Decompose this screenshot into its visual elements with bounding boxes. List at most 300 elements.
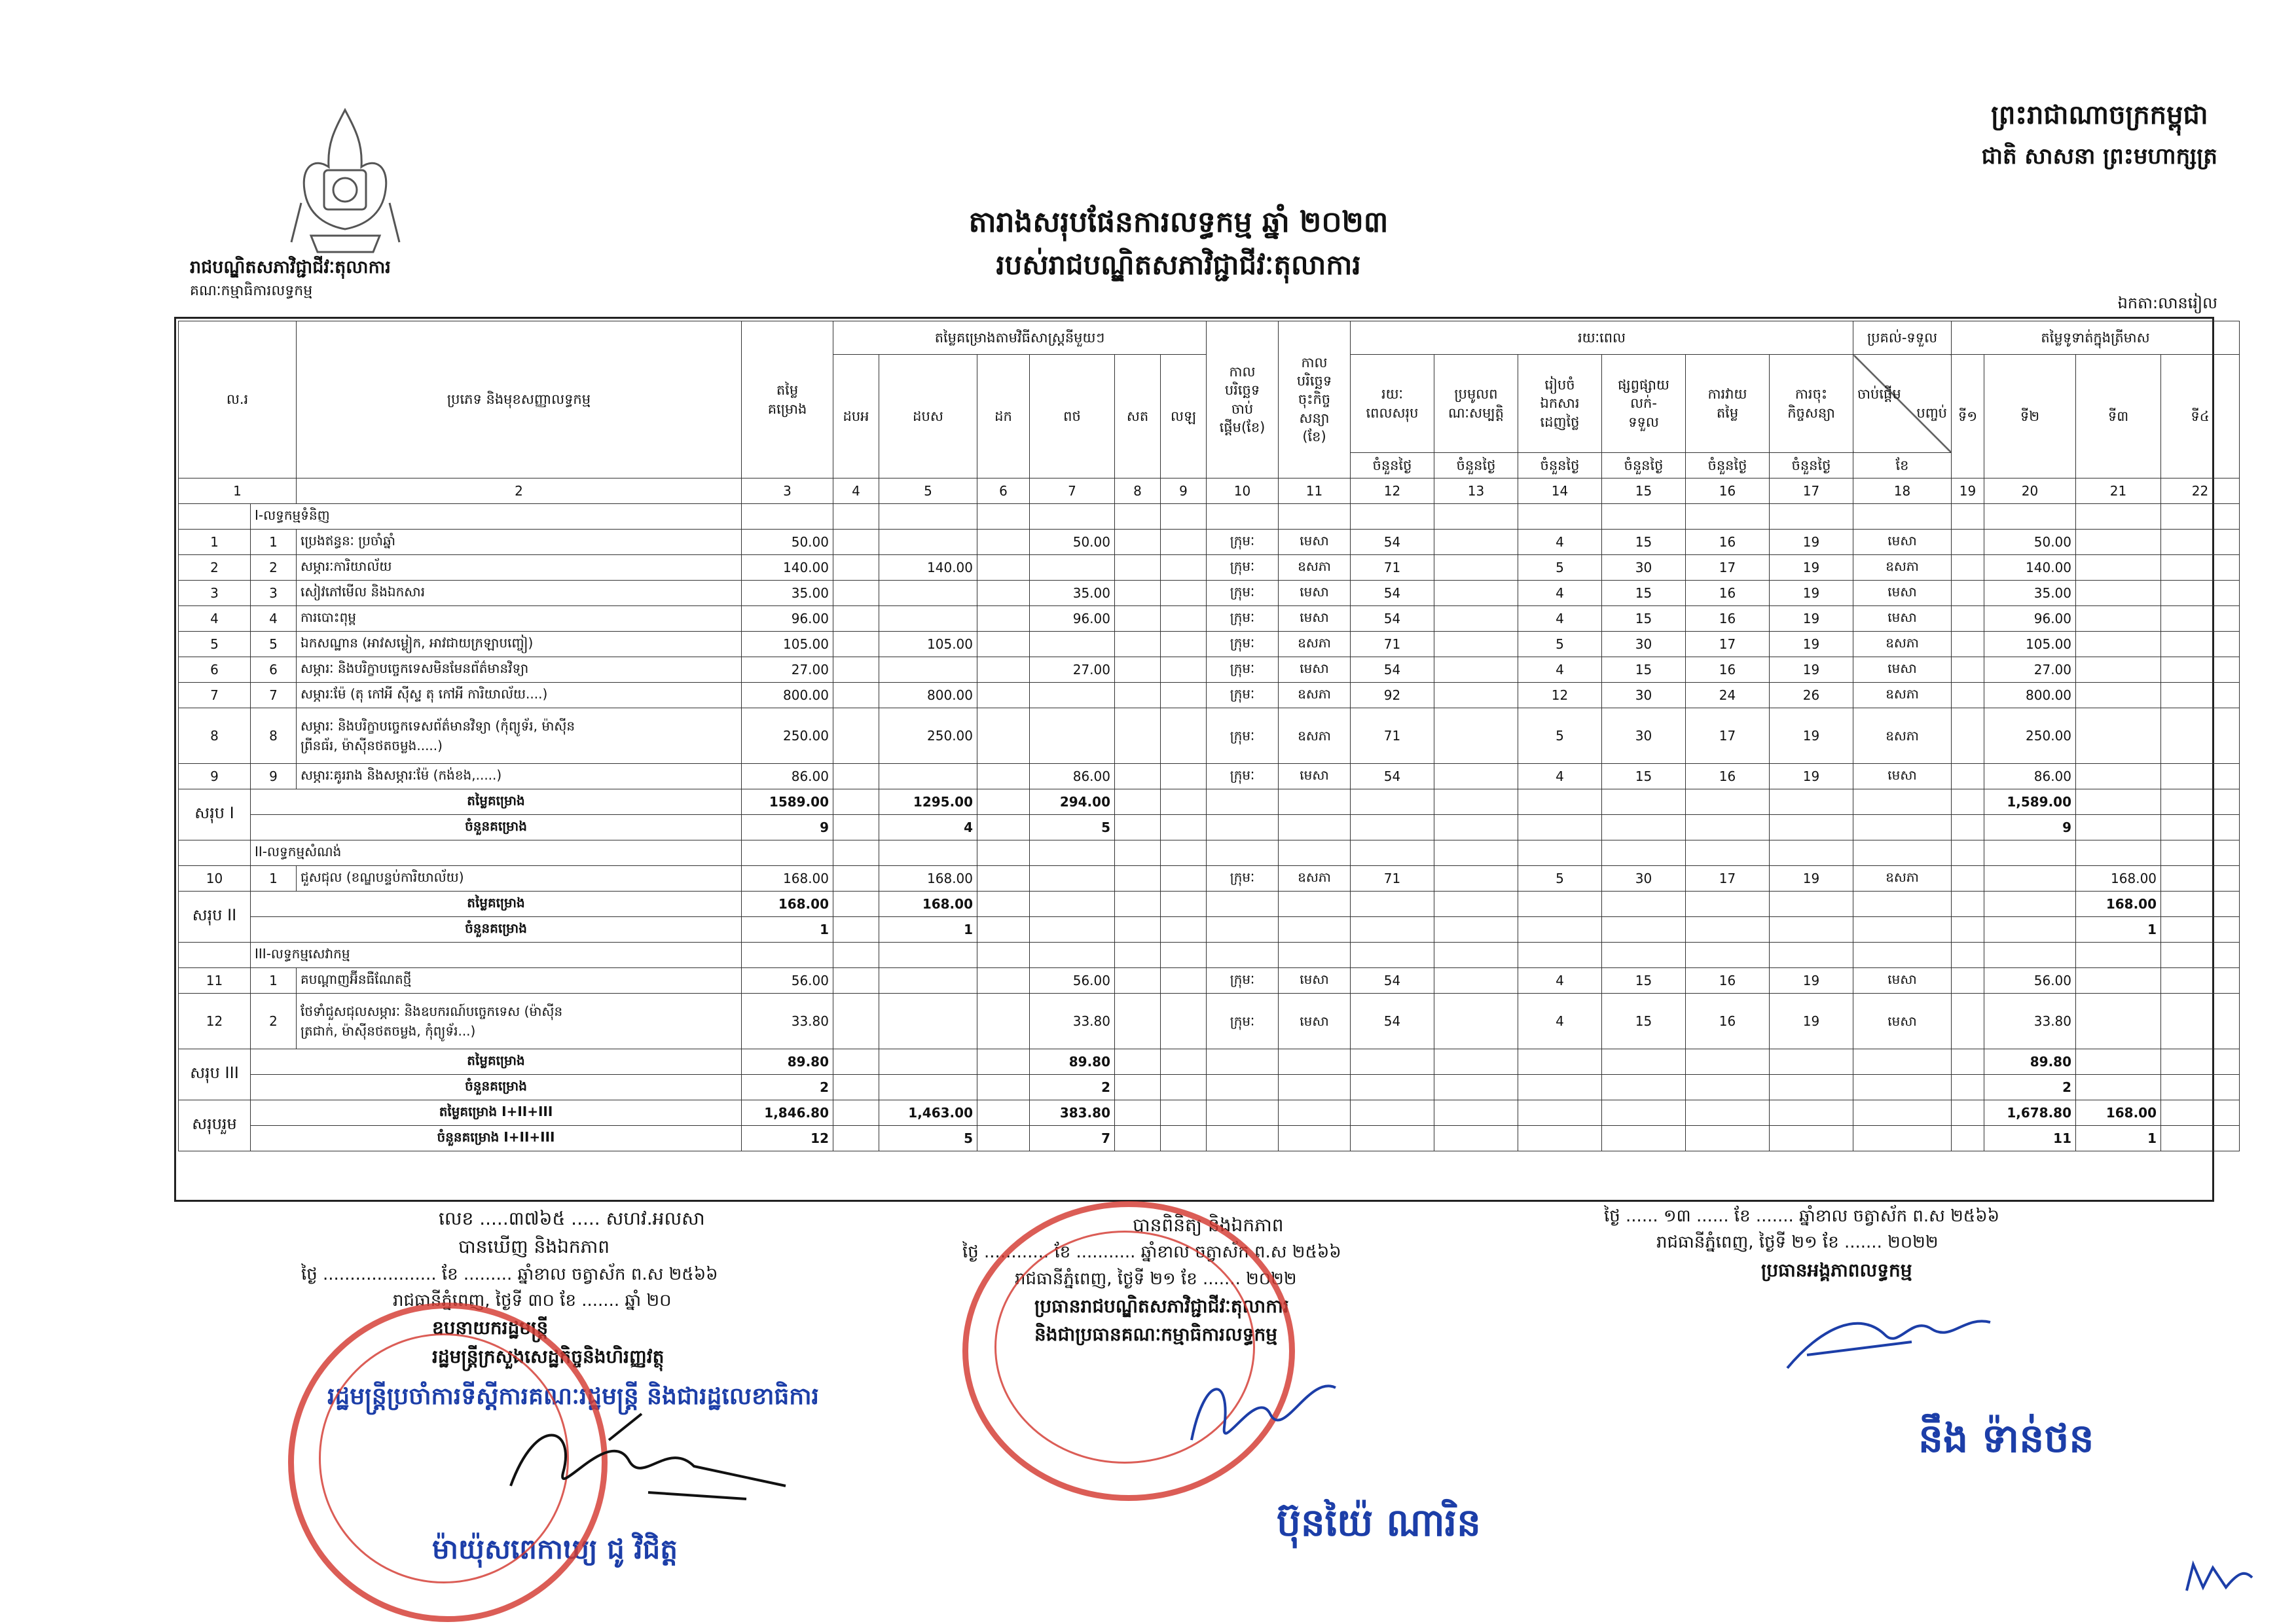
delivery-month: មេសា [1853,994,1952,1049]
sign-days: 19 [1770,530,1853,555]
table-row [179,994,2240,1049]
empty-cell [1686,917,1770,943]
sign-days: 26 [1770,683,1853,708]
empty-cell [977,815,1030,840]
empty-cell [1161,917,1207,943]
empty-cell [1161,943,1207,968]
empty-cell [2076,504,2161,530]
col-num: 1 [179,478,297,504]
empty-cell [833,683,879,708]
grand-count: 12 [742,1126,833,1151]
header-type: ប្រភេទ និងមុខសញ្ញាលទ្ធកម្ម [297,321,742,478]
grand-cost-label: តម្លៃគម្រោង I+II+III [251,1100,742,1126]
summary-cost-row [179,892,2240,917]
unit-date-lunar: ថ្ងៃ ...... ១៣ ...... ខែ ....... ឆ្នាំខាល ចត្វាស័ក ព.ស ២៥៦៦ [1604,1206,2000,1226]
row-sub-number: 5 [251,632,297,657]
delivery-month: មេសា [1853,968,1952,994]
academy-signature-scribble [1178,1362,1349,1466]
time-col-4: ផ្សព្វផ្សាយ លក់- ទទួល [1602,355,1686,453]
empty-cell [977,708,1030,764]
quarter-3-value [2076,764,2161,789]
sign-days: 19 [1770,708,1853,764]
quarter-2-value: 250.00 [1984,708,2076,764]
empty-cell [1115,708,1161,764]
empty-cell [977,530,1030,555]
empty-cell [1952,1126,1984,1151]
empty-cell [1518,504,1602,530]
empty-cell [833,994,879,1049]
empty-cell [1952,1049,1984,1075]
empty-cell [1434,1049,1518,1075]
summary-label: សរុប I [179,789,251,840]
empty-cell [1770,815,1853,840]
empty-cell [1602,1075,1686,1100]
col-num: 4 [833,478,879,504]
estimate-value: 50.00 [742,530,833,555]
empty-cell [1434,866,1518,892]
contract-month: ឧសភា [1279,708,1351,764]
col-num: 16 [1686,478,1770,504]
prep-days: 5 [1518,555,1602,581]
academy-approved: បានពិនិត្យ និងឯកភាព [1133,1214,1284,1236]
committee-name: គណៈកម្មាធិការលទ្ធកម្ម [190,283,313,299]
quarter-3-value [2076,555,2161,581]
empty-cell [2161,708,2240,764]
empty-cell [1161,815,1207,840]
empty-cell [1115,892,1161,917]
publish-days: 15 [1602,764,1686,789]
empty-cell [1161,632,1207,657]
empty-cell [1351,917,1434,943]
grand-dbs: 1,463.00 [879,1100,977,1126]
empty-cell [1279,943,1351,968]
row-number: 6 [179,657,251,683]
sign-days: 19 [1770,632,1853,657]
empty-cell [2161,606,2240,632]
col-num: 19 [1952,478,1984,504]
delivery-month: មេសា [1853,581,1952,606]
empty-cell [977,789,1030,815]
summary-label: សរុប II [179,892,251,943]
empty-cell [2161,815,2240,840]
row-number: 8 [179,708,251,764]
grand-q2: 1,678.80 [1984,1100,2076,1126]
method-dbs-value [879,530,977,555]
empty-cell [1952,683,1984,708]
quarter-3-value [2076,632,2161,657]
empty-cell [1030,840,1115,866]
empty-cell [742,504,833,530]
empty-cell [2076,840,2161,866]
empty-cell [1952,892,1984,917]
empty-cell [2161,917,2240,943]
total-days: 54 [1351,994,1434,1049]
empty-cell [742,840,833,866]
contract-month: ឧសភា [1279,632,1351,657]
empty-cell [1952,632,1984,657]
eval-days: 17 [1686,555,1770,581]
summary-count: 9 [742,815,833,840]
method-6: លឡ [1161,355,1207,478]
empty-cell [1207,789,1279,815]
total-days: 54 [1351,530,1434,555]
empty-cell [1161,606,1207,632]
estimate-value: 56.00 [742,968,833,994]
contract-month: មេសា [1279,530,1351,555]
empty-cell [1434,917,1518,943]
empty-cell [833,789,879,815]
quarter-2: ទី២ [1984,355,2076,478]
empty-cell [977,840,1030,866]
method-pt-value [1030,708,1115,764]
empty-cell [1115,1126,1161,1151]
col-num: 7 [1030,478,1115,504]
empty-cell [1518,1126,1602,1151]
estimate-value: 800.00 [742,683,833,708]
kingdom-motto: ជាតិ សាសនា ព្រះមហាក្សត្រ [1981,143,2217,170]
item-name: សម្ភារៈ និងបរិក្ខាបច្ចេកទេសមិនមែនព័ត៌មានវិទ្យា [297,657,742,683]
empty-cell [1952,789,1984,815]
empty-cell [1952,815,1984,840]
grand-q3: 168.00 [2076,1100,2161,1126]
method-dbs-value [879,657,977,683]
publish-days: 30 [1602,683,1686,708]
empty-cell [1115,840,1161,866]
empty-cell [2161,1126,2240,1151]
item-name: ឯកសណ្ឋាន (អាវសម្លៀក, អាវជាយក្រឡាបញ្ចៀ) [297,632,742,657]
month-unit: ខែ [1853,453,1952,478]
ministry-signature-scribble [498,1388,799,1519]
empty-cell [1434,1075,1518,1100]
method-pt-value: 35.00 [1030,581,1115,606]
method-1: ដបអ [833,355,879,478]
column-number-row [179,478,2240,504]
prep-days: 5 [1518,708,1602,764]
empty-cell [1518,1100,1602,1126]
empty-cell [1115,943,1161,968]
empty-cell [1602,789,1686,815]
empty-cell [833,1126,879,1151]
empty-cell [1279,504,1351,530]
empty-cell [1602,1049,1686,1075]
empty-cell [1279,1075,1351,1100]
empty-cell [1161,1100,1207,1126]
start-month: ក្រុមៈ [1207,581,1279,606]
delivery-month: មេសា [1853,606,1952,632]
method-dbs-value: 140.00 [879,555,977,581]
academy-signer-name: ប៊ុនយ៉ៃ ណារិន [1277,1500,1481,1545]
empty-cell [1686,1126,1770,1151]
eval-days: 17 [1686,708,1770,764]
empty-cell [2161,866,2240,892]
eval-days: 24 [1686,683,1770,708]
empty-cell [1279,1049,1351,1075]
unit-signature-scribble [1781,1303,1997,1381]
empty-cell [1115,632,1161,657]
start-month: ក្រុមៈ [1207,968,1279,994]
empty-cell [1161,840,1207,866]
row-number: 2 [179,555,251,581]
page-subtitle: របស់រាជបណ្ឌិតសភាវិជ្ជាជីវៈតុលាការ [996,249,1361,281]
estimate-value: 86.00 [742,764,833,789]
days-unit: ចំនួនថ្ងៃ [1518,453,1602,478]
empty-cell [179,943,251,968]
empty-cell [833,1049,879,1075]
empty-cell [2161,1075,2240,1100]
row-number: 10 [179,866,251,892]
delivery-month: មេសា [1853,657,1952,683]
empty-cell [1984,504,2076,530]
summary-estimate: 168.00 [742,892,833,917]
empty-cell [977,632,1030,657]
empty-cell [1770,1049,1853,1075]
empty-cell [1115,504,1161,530]
header-time: រយៈពេល [1351,321,1853,355]
empty-cell [833,708,879,764]
summary-cost-label: តម្លៃគម្រោង [251,789,742,815]
row-number: 5 [179,632,251,657]
empty-cell [1853,504,1952,530]
empty-cell [1770,789,1853,815]
page-title: តារាងសរុបផែនការលទ្ធកម្ម ឆ្នាំ ២០២៣ [968,206,1389,239]
empty-cell [1161,866,1207,892]
publish-days: 30 [1602,555,1686,581]
empty-cell [1161,504,1207,530]
time-col-3: រៀបចំ ឯកសារ ដេញថ្លៃ [1518,355,1602,453]
empty-cell [977,1126,1030,1151]
empty-cell [2161,504,2240,530]
empty-cell [1952,968,1984,994]
empty-cell [977,606,1030,632]
empty-cell [1115,530,1161,555]
sign-days: 19 [1770,555,1853,581]
empty-cell [1518,1049,1602,1075]
row-sub-number: 1 [251,530,297,555]
total-days: 54 [1351,657,1434,683]
start-month: ក្រុមៈ [1207,994,1279,1049]
empty-cell [1351,789,1434,815]
empty-cell [833,815,879,840]
ministry-signer-name: ម៉ាយ៉ុសពេកាឃ្យ ជូ វិជិត្ត [432,1533,678,1565]
table-body [179,504,2240,1151]
table-row [179,968,2240,994]
empty-cell [1518,943,1602,968]
empty-cell [1952,530,1984,555]
summary-count: 2 [742,1075,833,1100]
summary-q2: 1,589.00 [1984,789,2076,815]
col-num: 15 [1602,478,1686,504]
empty-cell [833,840,879,866]
summary-count: 1 [742,917,833,943]
empty-cell [1161,683,1207,708]
prep-days: 12 [1518,683,1602,708]
item-name: សៀវភៅមើល និងឯកសារ [297,581,742,606]
empty-cell [833,530,879,555]
summary-count-dbs [879,1075,977,1100]
summary-dbs: 168.00 [879,892,977,917]
summary-count-row [179,1075,2240,1100]
sign-days: 19 [1770,866,1853,892]
empty-cell [1770,840,1853,866]
start-month: ក្រុមៈ [1207,555,1279,581]
quarter-3: ទី៣ [2076,355,2161,478]
method-dbs-value [879,968,977,994]
empty-cell [2161,530,2240,555]
empty-cell [1207,1126,1279,1151]
eval-days: 17 [1686,866,1770,892]
col-num: 9 [1161,478,1207,504]
eval-days: 17 [1686,632,1770,657]
summary-estimate: 1589.00 [742,789,833,815]
empty-cell [1161,708,1207,764]
contract-month: មេសា [1279,994,1351,1049]
empty-cell [833,917,879,943]
section-label: I-លទ្ធកម្មទំនិញ [251,504,742,530]
empty-cell [1434,764,1518,789]
time-col-6: ការចុះ កិច្ចសន្យា [1770,355,1853,453]
summary-count-dbs: 1 [879,917,977,943]
empty-cell [1952,917,1984,943]
summary-count-dbs: 4 [879,815,977,840]
summary-count-q3 [2076,1075,2161,1100]
contract-month: ឧសភា [1279,866,1351,892]
row-sub-number: 2 [251,555,297,581]
method-dbs-value [879,994,977,1049]
days-unit: ចំនួនថ្ងៃ [1686,453,1770,478]
empty-cell [1161,1049,1207,1075]
grand-total-cost-row [179,1100,2240,1126]
empty-cell [1984,943,2076,968]
estimate-value: 250.00 [742,708,833,764]
empty-cell [1351,1100,1434,1126]
empty-cell [1853,892,1952,917]
method-pt-value [1030,632,1115,657]
empty-cell [1351,815,1434,840]
empty-cell [1602,1100,1686,1126]
start-month: ក្រុមៈ [1207,530,1279,555]
method-pt-value [1030,866,1115,892]
table-row [179,606,2240,632]
grand-total-count-row [179,1126,2240,1151]
grand-pt: 383.80 [1030,1100,1115,1126]
grand-count-q2: 11 [1984,1126,2076,1151]
publish-days: 15 [1602,581,1686,606]
table-row [179,555,2240,581]
empty-cell [1434,892,1518,917]
empty-cell [1952,657,1984,683]
summary-count-row [179,917,2240,943]
empty-cell [1115,764,1161,789]
empty-cell [1770,1075,1853,1100]
quarter-3-value [2076,581,2161,606]
empty-cell [1115,1100,1161,1126]
empty-cell [1952,581,1984,606]
col-num: 21 [2076,478,2161,504]
empty-cell [977,683,1030,708]
empty-cell [1434,708,1518,764]
section-label-row [179,504,2240,530]
empty-cell [1115,994,1161,1049]
empty-cell [2161,892,2240,917]
empty-cell [833,892,879,917]
quarter-3-value [2076,530,2161,555]
total-days: 71 [1351,866,1434,892]
table-row [179,764,2240,789]
empty-cell [879,943,977,968]
col-num: 6 [977,478,1030,504]
row-sub-number: 4 [251,606,297,632]
quarter-2-value: 50.00 [1984,530,2076,555]
publish-days: 15 [1602,968,1686,994]
empty-cell [1686,789,1770,815]
summary-pt [1030,892,1115,917]
empty-cell [833,606,879,632]
row-sub-number: 3 [251,581,297,606]
empty-cell [2076,943,2161,968]
empty-cell [1952,943,1984,968]
estimate-value: 168.00 [742,866,833,892]
academy-role-1: ប្រធានរាជបណ្ឌិតសភាវិជ្ជាជីវៈតុលាការ [1034,1295,1289,1317]
empty-cell [1115,789,1161,815]
empty-cell [1351,504,1434,530]
empty-cell [1279,789,1351,815]
grand-count-pt: 7 [1030,1126,1115,1151]
empty-cell [1115,917,1161,943]
empty-cell [1770,1126,1853,1151]
empty-cell [1207,815,1279,840]
empty-cell [1518,815,1602,840]
method-pt-value: 56.00 [1030,968,1115,994]
summary-count-q3 [2076,815,2161,840]
col-num: 20 [1984,478,2076,504]
days-unit: ចំនួនថ្ងៃ [1602,453,1686,478]
empty-cell [1853,1075,1952,1100]
empty-cell [977,943,1030,968]
empty-cell [2161,657,2240,683]
eval-days: 16 [1686,994,1770,1049]
empty-cell [1602,1126,1686,1151]
col-num: 14 [1518,478,1602,504]
empty-cell [1115,815,1161,840]
contract-month: មេសា [1279,968,1351,994]
delivery-month: ឧសភា [1853,866,1952,892]
empty-cell [2161,994,2240,1049]
summary-count-pt [1030,917,1115,943]
row-sub-number: 6 [251,657,297,683]
start-month: ក្រុមៈ [1207,632,1279,657]
prep-days: 4 [1518,606,1602,632]
publish-days: 15 [1602,994,1686,1049]
publish-days: 15 [1602,657,1686,683]
row-number: 3 [179,581,251,606]
summary-pt: 89.80 [1030,1049,1115,1075]
kingdom-header [1982,98,2217,175]
eval-days: 16 [1686,581,1770,606]
empty-cell [1952,994,1984,1049]
empty-cell [1279,917,1351,943]
method-pt-value: 96.00 [1030,606,1115,632]
summary-cost-label: តម្លៃគម្រោង [251,892,742,917]
empty-cell [1161,1075,1207,1100]
item-name: គបណ្តាញអ៊ីនធឺណែតថ្មី [297,968,742,994]
method-4: ពថ [1030,355,1115,478]
empty-cell [1115,581,1161,606]
end-label: បញ្ចប់ [1916,405,1948,421]
row-number: 7 [179,683,251,708]
time-col-5: ការវាយ តម្លៃ [1686,355,1770,453]
empty-cell [977,555,1030,581]
quarter-3-value [2076,708,2161,764]
